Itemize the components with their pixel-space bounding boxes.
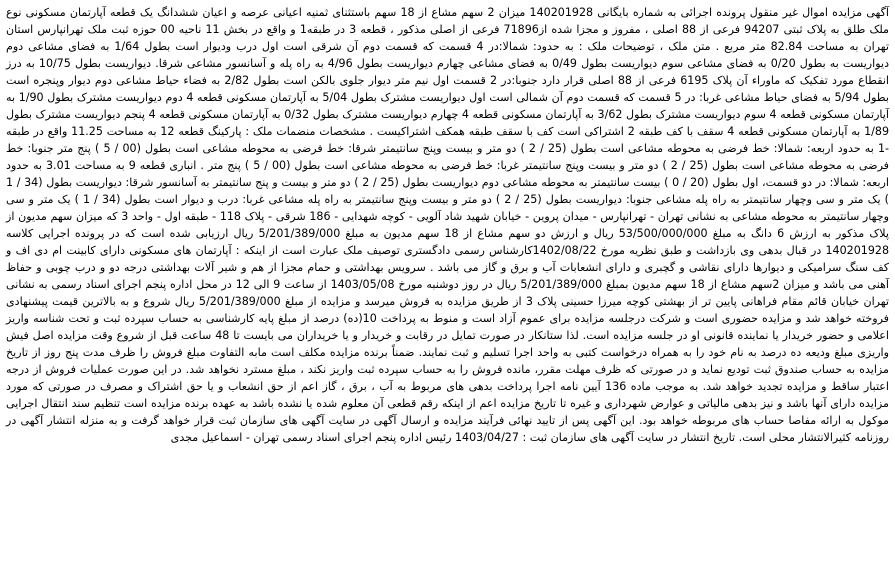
notice-body-paragraph: آگهی مزایده اموال غیر منقول پرونده اجرائی به شماره بایگانی 140201928 میزان 2 سهم مشاع از 18 سهم باستثنای ثمنیه اعیانی عرصه و اعیان ششدانگ یک قطعه آپارتمان مسکونی نوع ملک طلق به پلاک ثبتی 94207 فرعی از 88 اصلی ، مفروز و مجزا شده از71896 فرعی از اصلی مذکور ، قطعه 3 در طبقه1 و واقع در بخش 11 ناحیه 00 حوزه ثبت ملک تهرانپارس استان تهران به مساحت 82.84 متر مربع . متن ملک ، توضیحات ملک : به حدود: شمالا:در 4 قسمت که قسمت دوم آن شرقی است اول درب وديوار است بطول 1/64 به فضای مشاعی دوم دیواریست به بطول 0/20 به فضای مشاعی سوم دیواریست بطول 0/49 به فضای مشاعی چهارم دیواریست بطول 4/96 به راه پله و آسانسور مشاعی شرقا. دیواریست بطول 10/75 به درز انقطاع مورد تفکیک که ماوراء آن پلاک 6195 فرعی از 88 اصلی قرار دارد جنوبا:در 2 قسمت اول نیم متر دیوار جلوی بالکن است بطول 2/82 به فضاء حیاط مشاعی دوم دیوار وپنجره است بطول 5/94 به فضای حیاط مشاعی غربا: در 5 قسمت که قسمت دوم آن شمالی است اول دیواریست مشترک بطول 5/04 به آپارتمان مسکونی قطعه 4 دوم دیواریست مشترک بطول 1/90 به آپارتمان مسکونی قطعه 4 سوم دیواریست مشترک بطول 3/62 به آپارتمان مسکونی قطعه 4 چهارم دیواریست مشترک بطول 0/32 به آپارتمان مسکونی قطعه 4 پنجم دیواریست مشترک بطول 1/89 به آپارتمان مسکونی قطعه 4 سقف با کف طبقه 2 اشتراکی است کف با سقف طبقه همکف اشتراکیست . مشخصات منضمات ملک : پارکینگ قطعه 12 به مساحت 11.25 واقع در طبقه -1 به حدود اربعه: شمالا: خط فرضی به محوطه مشاعی است بطول (25 / 2 ) دو متر و بیست وپنج سانتیمتر شرقا: خط فرضی به محوطه مشاعی است بطول (00 / 5 ) پنج متر جنوبا: خط فرضی به محوطه مشاعی است بطول (25 / 2 ) دو متر و بیست وپنج سانتیمتر غربا: خط فرضی به محوطه مشاعی است بطول (00 / 5 ) پنج متر . انباری قطعه 9 به مساحت 3.01 به حدود اربعه: شمالا: در دو قسمت، اول بطول (20 / 0 ) بیست سانتیمتر به محوطه مشاعی دوم دیواریست بطول (25 / 2 ) دو متر و بیست و پنج سانتیمتر به آسانسور شرقا: دیواریست بطول (34 / 1 ) یک متر و سی وچهار سانتیمتر به راه پله مشاعی جنوبا: دیواریست بطول (25 / 2 ) دو متر و بیست وپنج سانتیمتر به راه پله مشاعی غربا: درب و دیوار است بطول (34 / 1 ) یک متر و سی وچهار سانتیمتر به محوطه مشاعی به نشانی تهران - تهرانپارس - میدان پروین - خیابان شهید شاد آلویی - کوچه شهدایی - 186 شرقی - پلاک 118 - طبقه اول - واحد 3 که میزان سهم مدیون از پلاک مذکور به ارزش 6 دانگ به مبلغ 53/500/000/000 ریال و ارزش دو سهم مشاع از 18 سهم مدیون به مبلغ 5/201/389/000 ریال ارزیابی شده است که در پرونده اجرایی کلاسه 140201928 در قبال بدهی وی بازداشت و طبق نظریه مورخ 1402/08/22کارشناس رسمی دادگستری توصیف ملک عبارت است از اینکه : آپارتمان های مسکونی دارای کابینت ام دی اف و کف سنگ سرامیکی و دیوارها دارای نقاشی و گچبری و دارای انشعابات آب و برق و گاز می باشد . سرویس بهداشتی و حمام مجزا از هم و شیر آلات بهداشتی درجه دو و درب چوبی و حفاظ آهنی می باشد و میزان 2سهم مشاع از 18 سهم مدیون بمبلغ 5/201/389/000 ریال در روز دوشنبه مورخ 1403/05/08 از ساعت 9 الی 12 در محل اداره پنجم اجرای اسناد رسمی به نشانی تهران خیابان قائم مقام فراهانی پایین تر از بهشتی کوچه میرزا حسینی پلاک 3 از طریق مزایده به فروش میرسد و مزایده از مبلغ 5/201/389/000 ریال شروع و به بالاترین قیمت پیشنهادی فروخته خواهد شد و مزایده حضوری است و شرکت درجلسه مزایده برای عموم آزاد است و منوط به پرداخت 10(ده) درصد از مبلغ پایه کارشناسی به حساب سپرده ثبت و تحت شناسه واریز اعلامی و حضور خریدار یا نماینده قانونی او در جلسه مزایده است. لذا ستانکار در صورت تمایل در رقابت و خریدار و یا خریداران می بایست تا 48 ساعت قبل از شروع وقت مزایده اصل فیش واریزی مبلغ ودیعه ده درصد به نام خود را به همراه درخواست کتبی به واحد اجرا تسلیم و ثبت نمایند. ضمناً برنده مزایده مکلف است مابه التفاوت مبلغ فروش را ظرف مدت پنج روز از تاریخ مزایده به حساب صندوق ثبت تودیع نماید و در صورتی که ظرف مهلت مقرر، مانده فروش را به حساب سپرده ثبت واریز نکند ، مبلغ مسترد نخواهد شد. در این صورت عملیات فروش از درجه اعتبار ساقط و مزایده تجدید خواهد شد. به موجب ماده 136 آیین نامه اجرا پرداخت بدهی های مربوط به آب ، برق ، گاز اعم از حق انشعاب و یا حق اشتراک و مصرف در صورتی که مورد مزایده دارای آنها باشد و نیز بدهی مالیاتی و عوارض شهرداری و غیره تا تاریخ مزایده اعم از اینکه رقم قطعی آن معلوم شده یا نشده باشد به عهده برنده مزایده است تنظیم سند انتقال اجرایی موکول به ارائه مفاصا حساب های مربوطه خواهد بود. این آگهی پس از تایید نهائی فرآیند مزایده و ارسال آگهی در سایت آگهی های سازمان ثبت قرار خواهد گرفت و به منزله انتشار آگهی در روزنامه کثیرالانتشار محلی است. تاریخ انتشار در سایت آگهی های سازمان ثبت : 1403/04/27 رئیس اداره پنجم اجرای اسناد رسمی تهران - اسماعیل مجدی — [6, 6, 890, 444]
